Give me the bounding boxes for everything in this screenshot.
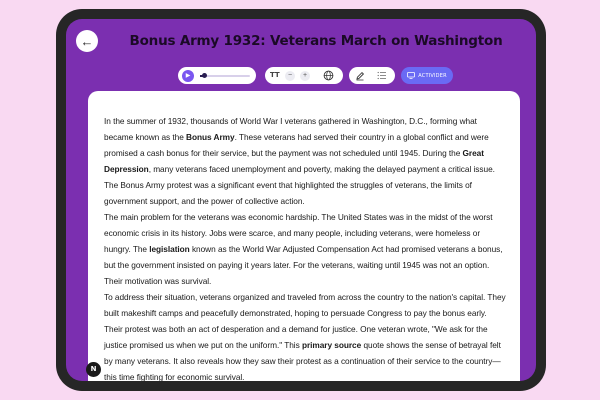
vocabulary-term[interactable]: Great Depression (104, 148, 484, 174)
reading-passage (104, 113, 506, 381)
passage-text: quote shows the sense of betrayal felt by many veterans. It also reveals how they saw their protest as a continuation of their service to the country—this time fighting for economic survival. (104, 340, 501, 381)
audio-progress-slider[interactable] (200, 75, 250, 77)
reading-passage-card (88, 91, 520, 381)
list-icon[interactable] (377, 71, 387, 80)
vocabulary-term[interactable]: primary source (301, 340, 362, 350)
page-title: Bonus Army 1932: Veterans March on Washington (129, 33, 503, 49)
passage-paragraph (104, 209, 506, 289)
activities-label: ACTIVIDER (418, 72, 447, 79)
globe-icon[interactable] (323, 70, 334, 81)
passage-paragraph (104, 289, 506, 381)
increase-text-button[interactable]: + (300, 71, 310, 81)
volume-icon: ▶ (185, 72, 191, 79)
vocabulary-term[interactable]: legislation (149, 244, 190, 254)
passage-text: In the summer of 1932, thousands of World War I veterans gathered in Washington, D.C., forming what became known as the (104, 116, 477, 142)
passage-text: , many veterans faced unemployment and poverty, making the delayed payment a critical issue. The Bonus Army protest was a significant event that highlighted the struggles of veterans, the limits of government support, and the power of collective action. (104, 164, 495, 206)
annotation-tools (349, 67, 395, 84)
passage-paragraph (104, 113, 506, 209)
activities-icon (407, 72, 415, 79)
activities-button[interactable] (401, 67, 453, 84)
volume-button[interactable] (182, 70, 194, 82)
status-badge[interactable]: N (86, 362, 101, 377)
passage-text: The main problem for the veterans was economic hardship. The United States was in the midst of the worst economic crisis in its history. Jobs were scarce, and many people, including veterans, were homeless or hungry. The (104, 212, 493, 254)
app-screen (66, 19, 536, 381)
audio-player (178, 67, 256, 84)
text-tools (265, 67, 343, 84)
passage-text: known as the World War Adjusted Compensation Act had promised veterans a bonus, but the government insisted on paying it years later. For the veterans, waiting until 1945 was not an option. Their motivation was survival. (104, 244, 503, 286)
decrease-text-button[interactable]: − (285, 71, 295, 81)
passage-text: To address their situation, veterans organized and traveled from across the country to the nation's capital. They built makeshift camps and peacefully demonstrated, hoping to persuade Congress to pay the bonus early. Their protest was both an act of desperation and a demand for justice. One veteran wrote, "We ask for the justice promised us when we put on the uniform." This (104, 292, 506, 350)
text-size-icon: TT (270, 71, 280, 79)
passage-text: . These veterans had served their country in a global conflict and were promised a cash bonus for their service, but the payment was not scheduled until 1945. During the (104, 132, 489, 158)
arrow-left-icon: ← (80, 33, 94, 49)
tablet-frame (56, 9, 546, 391)
back-button[interactable] (76, 30, 98, 52)
audio-progress-thumb[interactable] (202, 73, 207, 78)
pencil-icon[interactable] (355, 71, 365, 81)
vocabulary-term[interactable]: Bonus Army (186, 132, 235, 142)
